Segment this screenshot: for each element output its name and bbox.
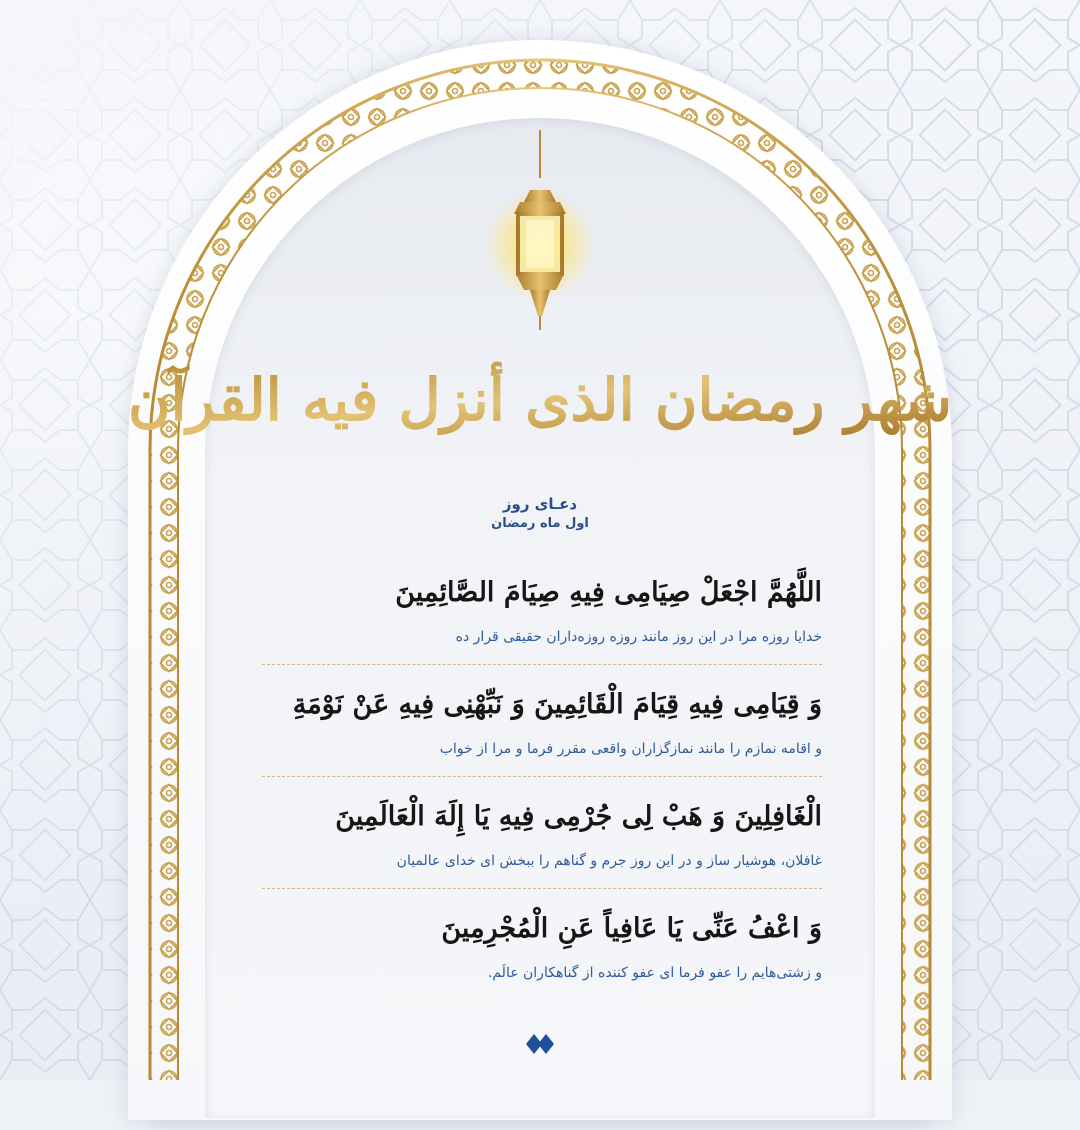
verse-translation: و اقامه نمازم را مانند نمازگزاران واقعی مقرر فرما و مرا از خواب — [439, 741, 822, 757]
heading-title: دعـای روز — [502, 495, 578, 513]
verse-2 — [262, 680, 822, 792]
verse-arabic: وَ اعْفُ عَنِّی يَا عَافِياً عَنِ الْمُجْرِمِينَ — [441, 913, 822, 944]
prayer-verses — [262, 568, 822, 1016]
verse-arabic: الْغَافِلِينَ وَ هَبْ لِی جُرْمِی فِيهِ يَا إِلَهَ الْعَالَمِينَ — [335, 801, 822, 832]
verse-4 — [262, 904, 822, 1016]
calligraphy-text: شهر رمضان الذی أنزل فیه القرآن — [127, 366, 953, 434]
verse-translation: خدایا روزه مرا در این روز مانند روزه روزه‌داران حقیقی قرار ده — [455, 629, 822, 645]
dashed-divider — [262, 888, 822, 889]
dashed-divider — [262, 664, 822, 665]
heading-subtitle: اول ماه رمضان — [491, 516, 589, 531]
verse-translation: غافلان، هوشیار ساز و در این روز جرم و گناهم را ببخش ای خدای عالمیان — [396, 853, 822, 869]
verse-1 — [262, 568, 822, 680]
verse-3 — [262, 792, 822, 904]
verse-arabic: اللَّهُمَّ اجْعَلْ صِيَامِی فِيهِ صِيَامَ الصَّائِمِينَ — [395, 577, 822, 608]
calligraphy-logo — [127, 328, 953, 463]
verse-arabic: وَ قِيَامِی فِيهِ قِيَامَ الْقَائِمِينَ وَ نَبِّهْنِی فِيهِ عَنْ نَوْمَةِ — [292, 689, 822, 720]
day-heading — [240, 494, 840, 534]
diamond-logo-icon — [525, 1032, 555, 1056]
lantern-icon — [490, 130, 590, 340]
verse-translation: و زشتی‌هایم را عفو فرما ای عفو کننده از گناهکاران عالَم. — [487, 965, 822, 981]
dashed-divider — [262, 776, 822, 777]
